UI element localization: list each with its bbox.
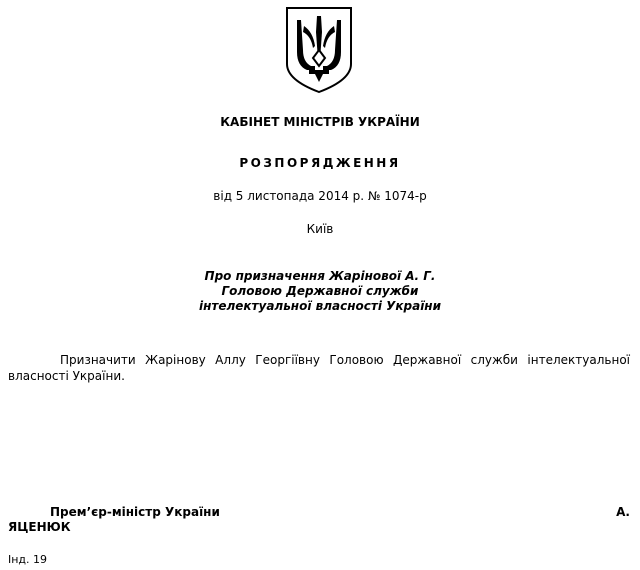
document-type: РОЗПОРЯДЖЕННЯ — [239, 156, 401, 170]
trident-coat-of-arms-icon — [285, 6, 353, 94]
document-body: Призначити Жарінову Аллу Георгіївну Головою Державної служби інтелектуальної власності України. — [8, 353, 630, 383]
subject-line: Про призначення Жарінової А. Г. — [204, 269, 436, 283]
document-city: Київ — [306, 222, 334, 236]
signatory-title: Прем’єр-міністр України — [50, 505, 220, 519]
signatory-initial: А. — [616, 505, 630, 519]
subject-line: інтелектуальної власності України — [198, 299, 442, 313]
document-date-number: від 5 листопада 2014 р. № 1074-р — [213, 189, 427, 203]
document-subject — [0, 269, 640, 314]
issuing-authority: КАБІНЕТ МІНІСТРІВ УКРАЇНИ — [220, 115, 420, 129]
signatory-surname: ЯЦЕНЮК — [8, 520, 71, 534]
subject-line: Головою Державної служби — [221, 284, 419, 298]
document-index: Інд. 19 — [8, 553, 48, 566]
